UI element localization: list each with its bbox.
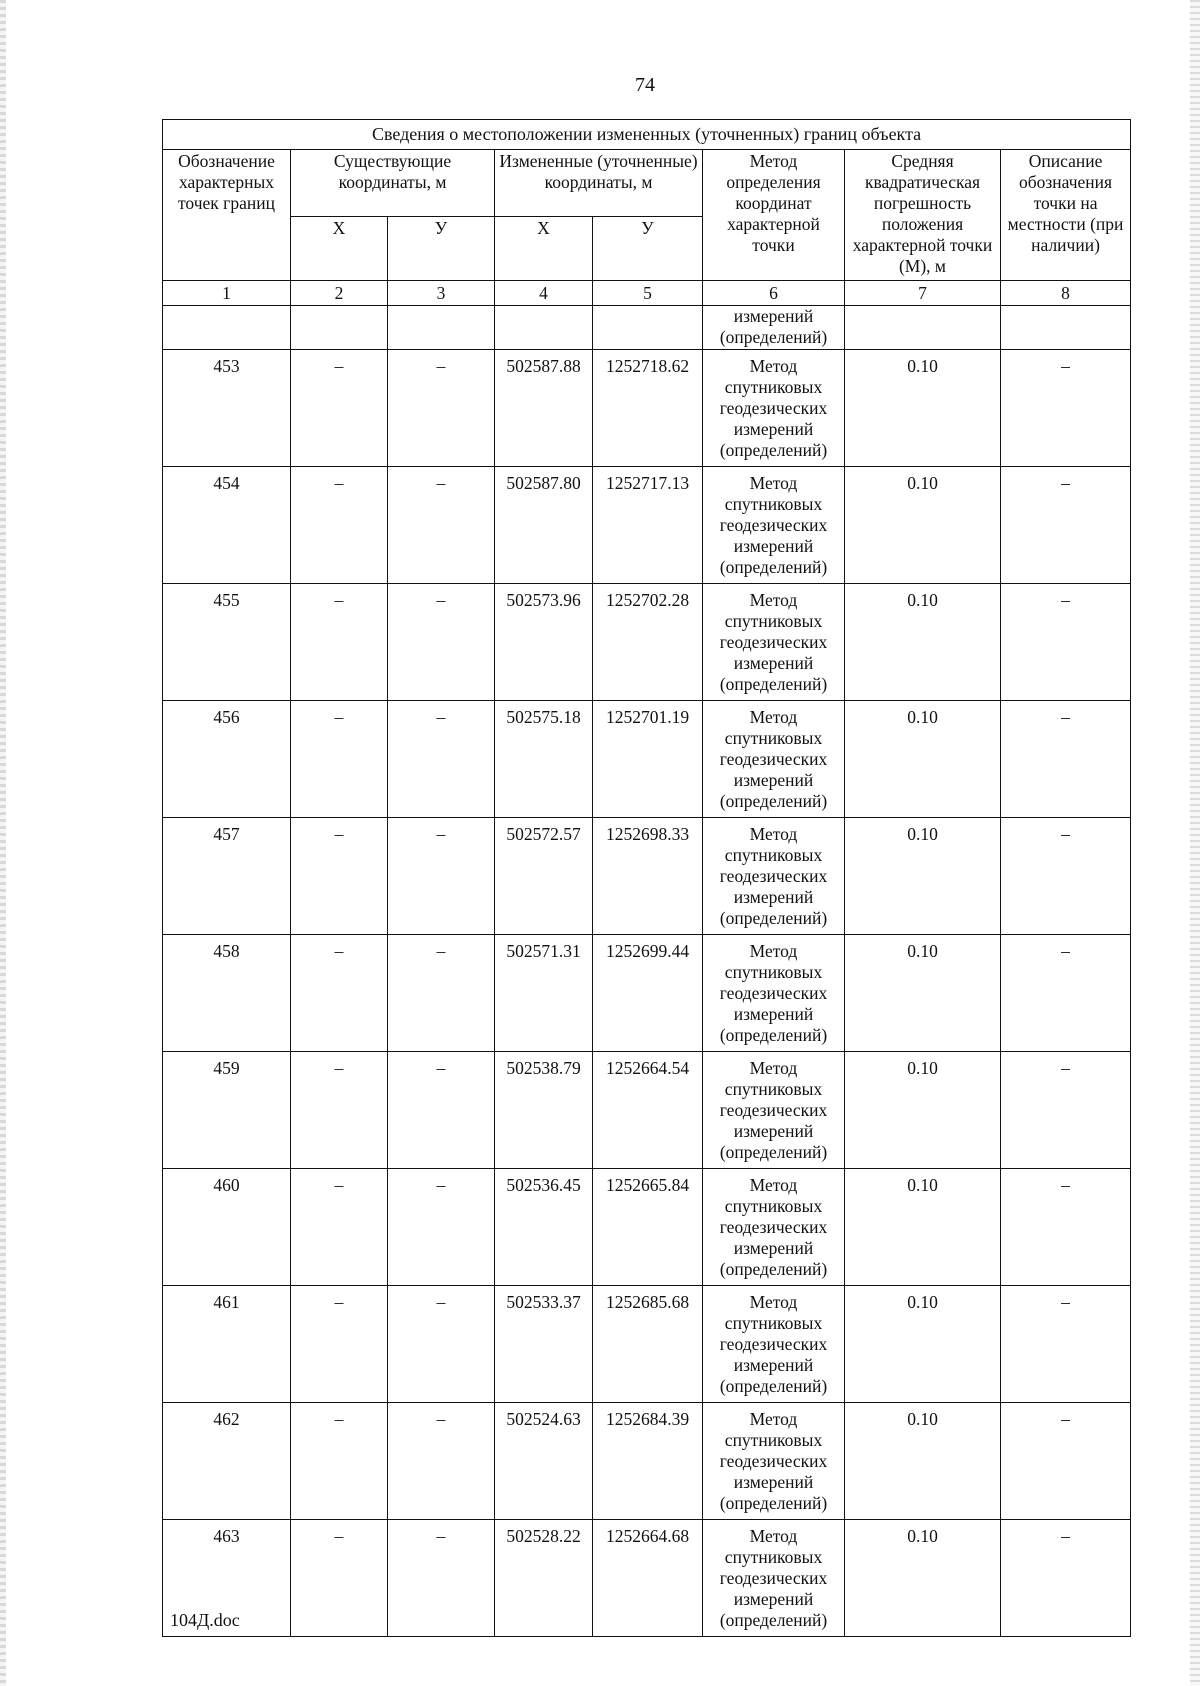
point-cell: 458 <box>163 935 291 1052</box>
column-number: 2 <box>291 281 388 306</box>
table-row <box>163 350 1131 467</box>
changed-y-cell: 1252685.68 <box>593 1286 703 1403</box>
error-cell: 0.10 <box>845 1169 1001 1286</box>
changed-x-cell: 502536.45 <box>495 1169 593 1286</box>
changed-y-cell: 1252701.19 <box>593 701 703 818</box>
header-existing-coords: Существующие координаты, м <box>291 150 495 217</box>
method-cell: Метод спутниковых геодезических измерений (определений) <box>703 1169 845 1286</box>
existing-x-cell: – <box>291 1286 388 1403</box>
changed-x-cell: 502573.96 <box>495 584 593 701</box>
continuation-cell <box>388 306 495 350</box>
method-cell: Метод спутниковых геодезических измерений (определений) <box>703 1520 845 1637</box>
changed-y-cell: 1252665.84 <box>593 1169 703 1286</box>
error-cell: 0.10 <box>845 1520 1001 1637</box>
point-cell: 454 <box>163 467 291 584</box>
table-row <box>163 467 1131 584</box>
continuation-cell <box>593 306 703 350</box>
existing-x-cell: – <box>291 1403 388 1520</box>
changed-x-cell: 502571.31 <box>495 935 593 1052</box>
error-cell: 0.10 <box>845 1403 1001 1520</box>
existing-x-cell: – <box>291 350 388 467</box>
error-cell: 0.10 <box>845 935 1001 1052</box>
existing-y-cell: – <box>388 467 495 584</box>
table-row <box>163 701 1131 818</box>
error-cell: 0.10 <box>845 1286 1001 1403</box>
description-cell: – <box>1001 350 1131 467</box>
point-cell: 456 <box>163 701 291 818</box>
method-cell: Метод спутниковых геодезических измерений (определений) <box>703 701 845 818</box>
point-cell: 459 <box>163 1052 291 1169</box>
header-description: Описание обозначения точки на местности (при наличии) <box>1001 150 1131 281</box>
existing-x-cell: – <box>291 467 388 584</box>
scan-left-edge <box>0 0 6 1686</box>
point-cell: 462 <box>163 1403 291 1520</box>
method-cell: Метод спутниковых геодезических измерений (определений) <box>703 1403 845 1520</box>
changed-y-cell: 1252702.28 <box>593 584 703 701</box>
table-row <box>163 1520 1131 1637</box>
point-cell: 463 <box>163 1520 291 1637</box>
existing-y-cell: – <box>388 701 495 818</box>
table-caption: Сведения о местоположении измененных (уточненных) границ объекта <box>163 120 1131 150</box>
point-cell: 457 <box>163 818 291 935</box>
changed-x-cell: 502587.88 <box>495 350 593 467</box>
existing-x-cell: – <box>291 584 388 701</box>
existing-y-cell: – <box>388 1052 495 1169</box>
changed-y-cell: 1252699.44 <box>593 935 703 1052</box>
description-cell: – <box>1001 584 1131 701</box>
header-changed-y: У <box>593 217 703 281</box>
existing-x-cell: – <box>291 818 388 935</box>
description-cell: – <box>1001 467 1131 584</box>
continuation-row <box>163 306 1131 350</box>
column-number: 6 <box>703 281 845 306</box>
changed-x-cell: 502572.57 <box>495 818 593 935</box>
existing-x-cell: – <box>291 701 388 818</box>
existing-y-cell: – <box>388 1169 495 1286</box>
changed-x-cell: 502538.79 <box>495 1052 593 1169</box>
description-cell: – <box>1001 818 1131 935</box>
column-number: 3 <box>388 281 495 306</box>
document-filename: 104Д.doc <box>170 1610 240 1630</box>
description-cell: – <box>1001 935 1131 1052</box>
changed-y-cell: 1252684.39 <box>593 1403 703 1520</box>
existing-y-cell: – <box>388 818 495 935</box>
existing-y-cell: – <box>388 584 495 701</box>
changed-y-cell: 1252698.33 <box>593 818 703 935</box>
existing-x-cell: – <box>291 1169 388 1286</box>
existing-y-cell: – <box>388 1403 495 1520</box>
existing-x-cell: – <box>291 935 388 1052</box>
table-row <box>163 584 1131 701</box>
method-cell: Метод спутниковых геодезических измерений (определений) <box>703 818 845 935</box>
existing-y-cell: – <box>388 935 495 1052</box>
header-point: Обозначение характерных точек границ <box>163 150 291 281</box>
header-method: Метод определения координат характерной точки <box>703 150 845 281</box>
column-number-row <box>163 281 1131 306</box>
column-number: 8 <box>1001 281 1131 306</box>
continuation-cell <box>163 306 291 350</box>
method-cell: Метод спутниковых геодезических измерений (определений) <box>703 935 845 1052</box>
method-cell: Метод спутниковых геодезических измерений (определений) <box>703 467 845 584</box>
changed-y-cell: 1252717.13 <box>593 467 703 584</box>
table-row <box>163 1403 1131 1520</box>
error-cell: 0.10 <box>845 350 1001 467</box>
changed-x-cell: 502524.63 <box>495 1403 593 1520</box>
description-cell: – <box>1001 1169 1131 1286</box>
existing-y-cell: – <box>388 1286 495 1403</box>
column-number: 4 <box>495 281 593 306</box>
header-existing-y: У <box>388 217 495 281</box>
table-row <box>163 818 1131 935</box>
changed-x-cell: 502575.18 <box>495 701 593 818</box>
error-cell: 0.10 <box>845 701 1001 818</box>
continuation-cell <box>291 306 388 350</box>
column-number: 5 <box>593 281 703 306</box>
method-cell: Метод спутниковых геодезических измерений (определений) <box>703 584 845 701</box>
method-cell: Метод спутниковых геодезических измерений (определений) <box>703 1286 845 1403</box>
header-error: Средняя квадратическая погрешность положения характерной точки (М), м <box>845 150 1001 281</box>
boundary-coordinates-table <box>162 119 1131 1637</box>
method-cell: Метод спутниковых геодезических измерений (определений) <box>703 350 845 467</box>
continuation-cell <box>1001 306 1131 350</box>
changed-x-cell: 502587.80 <box>495 467 593 584</box>
error-cell: 0.10 <box>845 1052 1001 1169</box>
table-row <box>163 1052 1131 1169</box>
scan-right-edge <box>1190 0 1200 1686</box>
existing-x-cell: – <box>291 1052 388 1169</box>
error-cell: 0.10 <box>845 584 1001 701</box>
existing-y-cell: – <box>388 350 495 467</box>
changed-x-cell: 502528.22 <box>495 1520 593 1637</box>
error-cell: 0.10 <box>845 467 1001 584</box>
table-row <box>163 1169 1131 1286</box>
header-existing-x: X <box>291 217 388 281</box>
point-cell: 461 <box>163 1286 291 1403</box>
method-cell: Метод спутниковых геодезических измерений (определений) <box>703 1052 845 1169</box>
continuation-cell <box>495 306 593 350</box>
point-cell: 460 <box>163 1169 291 1286</box>
existing-y-cell: – <box>388 1520 495 1637</box>
table-row <box>163 935 1131 1052</box>
description-cell: – <box>1001 1052 1131 1169</box>
table-row <box>163 1286 1131 1403</box>
changed-y-cell: 1252664.54 <box>593 1052 703 1169</box>
description-cell: – <box>1001 1403 1131 1520</box>
header-changed-coords: Измененные (уточненные) координаты, м <box>495 150 703 217</box>
changed-y-cell: 1252718.62 <box>593 350 703 467</box>
error-cell: 0.10 <box>845 818 1001 935</box>
page-number: 74 <box>635 74 655 96</box>
existing-x-cell: – <box>291 1520 388 1637</box>
changed-y-cell: 1252664.68 <box>593 1520 703 1637</box>
continuation-cell <box>845 306 1001 350</box>
description-cell: – <box>1001 701 1131 818</box>
description-cell: – <box>1001 1520 1131 1637</box>
column-number: 1 <box>163 281 291 306</box>
column-number: 7 <box>845 281 1001 306</box>
point-cell: 453 <box>163 350 291 467</box>
continuation-method: измерений (определений) <box>703 306 845 350</box>
description-cell: – <box>1001 1286 1131 1403</box>
changed-x-cell: 502533.37 <box>495 1286 593 1403</box>
point-cell: 455 <box>163 584 291 701</box>
header-changed-x: X <box>495 217 593 281</box>
